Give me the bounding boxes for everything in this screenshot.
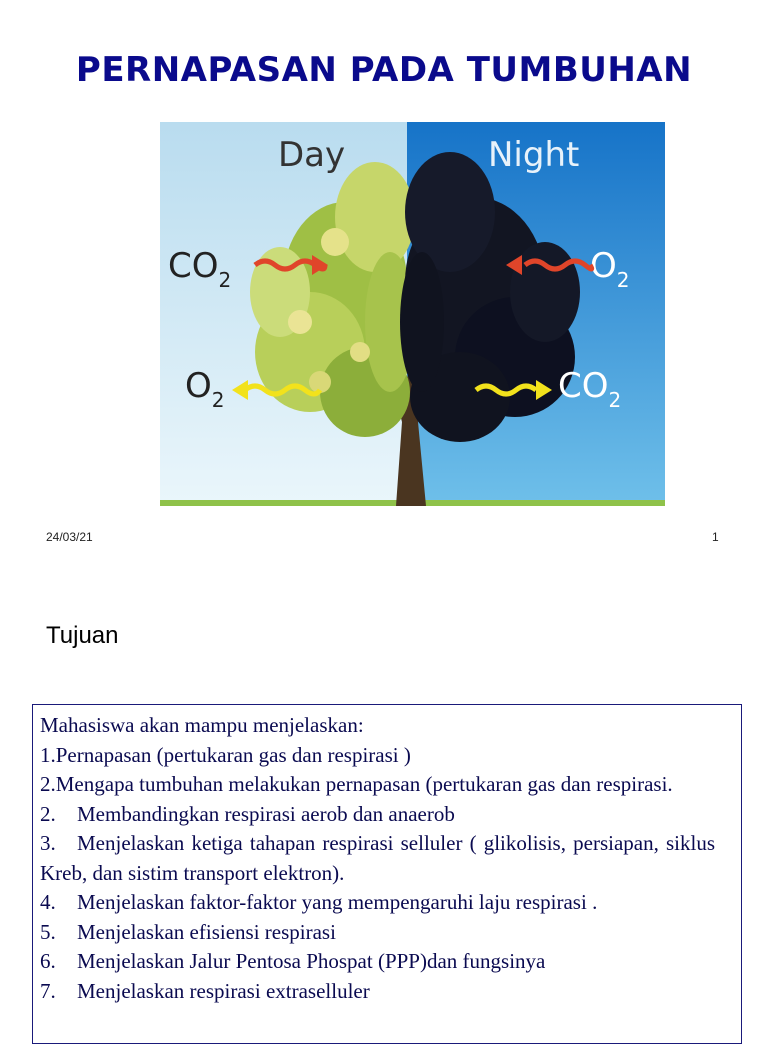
objective-number: 3. (40, 831, 56, 855)
objective-text: Menjelaskan ketiga tahapan respirasi selluler ( glikolisis, persiapan, siklus Kreb, dan sistim transport elektron). (40, 831, 715, 885)
objective-text: Membandingkan respirasi aerob dan anaerob (77, 801, 455, 826)
objective-item (40, 829, 715, 888)
night-label: Night (488, 135, 580, 175)
objective-number: 4. (40, 890, 56, 914)
section-heading: Tujuan (46, 622, 119, 649)
objective-item (40, 888, 715, 918)
objective-number: 6. (40, 949, 56, 973)
objective-item (40, 918, 715, 948)
objective-text: Menjelaskan Jalur Pentosa Phospat (PPP)dan fungsinya (77, 949, 546, 973)
objectives-intro: Mahasiswa akan mampu menjelaskan: (40, 713, 364, 737)
objectives-box (32, 704, 742, 1044)
objective-item (40, 947, 715, 977)
day-night-tree-illustration (160, 122, 665, 506)
objective-text: Menjelaskan efisiensi respirasi (77, 919, 336, 944)
slide-date: 24/03/21 (46, 530, 93, 544)
objective-item: 1.Pernapasan (pertukaran gas dan respirasi ) (40, 742, 411, 767)
day-o2-label: $O_2$ (185, 366, 225, 412)
objective-text: Menjelaskan faktor-faktor yang mempengaruhi laju respirasi . (77, 890, 598, 914)
objective-number: 5. (40, 919, 56, 944)
slide-title: PERNAPASAN PADA TUMBUHAN (75, 50, 693, 90)
day-label: Day (278, 135, 346, 175)
slide-number: 1 (712, 530, 719, 544)
objective-item (40, 800, 715, 830)
objective-item: 2.Mengapa tumbuhan melakukan pernapasan (pertukaran gas dan respirasi. (40, 772, 673, 796)
day-co2-label: $CO_2$ (168, 246, 232, 292)
objective-text: Menjelaskan respirasi extraselluler (77, 978, 370, 1003)
night-co2-label: $CO_2$ (558, 366, 622, 412)
objective-number: 7. (40, 978, 56, 1003)
night-o2-label: $O_2$ (590, 246, 630, 292)
objective-item (40, 977, 715, 1007)
objective-number: 2. (40, 801, 56, 826)
